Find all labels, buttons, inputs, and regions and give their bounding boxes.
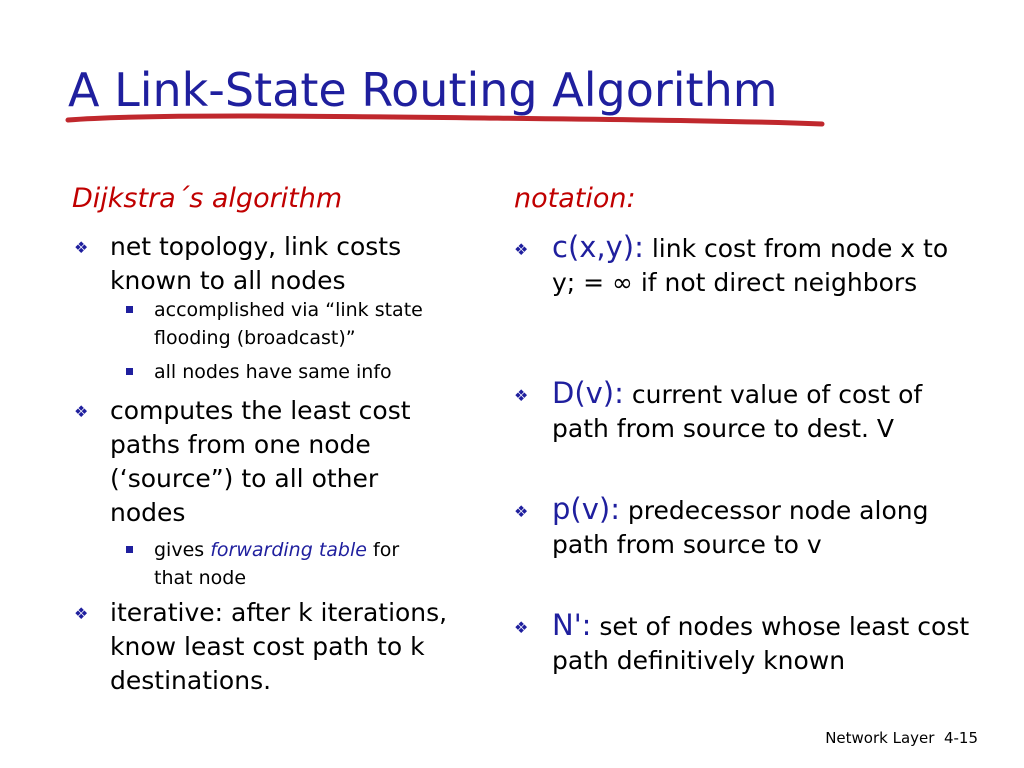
left-subitem-1: accomplished via “link state flooding (broadcast)” <box>74 296 494 358</box>
notation-d: ❖ D(v): current value of cost of path from source to dest. V <box>514 376 923 443</box>
diamond-bullet-icon: ❖ <box>514 502 529 521</box>
left-subitem-3: gives forwarding table for that node <box>74 536 494 596</box>
title-underline <box>64 108 834 132</box>
diamond-bullet-icon: ❖ <box>74 604 89 623</box>
diamond-bullet-icon: ❖ <box>74 238 89 257</box>
diamond-bullet-icon: ❖ <box>514 618 529 637</box>
square-bullet-icon <box>126 368 133 375</box>
left-subitem-2: all nodes have same info <box>74 358 494 394</box>
page-number: 4-15 <box>943 729 978 747</box>
notation-c: ❖ c(x,y): link cost from node x to y; = ∞ if not direct neighbors <box>514 230 949 297</box>
diamond-bullet-icon: ❖ <box>74 402 89 421</box>
slide-footer <box>825 727 978 749</box>
footer-section: Network Layer <box>825 729 935 747</box>
slide-title: A Link-State Routing Algorithm <box>68 63 778 117</box>
left-heading: Dijkstra´s algorithm <box>72 183 343 214</box>
diamond-bullet-icon: ❖ <box>514 386 529 405</box>
square-bullet-icon <box>126 546 133 553</box>
right-column <box>514 230 984 688</box>
left-item-1: ❖ net topology, link costs known to all nodes <box>74 232 402 295</box>
diamond-bullet-icon: ❖ <box>514 240 529 259</box>
left-column <box>74 230 494 700</box>
left-item-3: ❖ iterative: after k iterations, know least cost path to k destinations. <box>74 598 448 695</box>
square-bullet-icon <box>126 306 133 313</box>
forwarding-table-term: forwarding table <box>210 539 367 561</box>
left-item-2: ❖ computes the least cost paths from one node (‘source”) to all other nodes <box>74 396 411 527</box>
notation-n: ❖ N': set of nodes whose least cost path definitively known <box>514 608 970 675</box>
notation-p: ❖ p(v): predecessor node along path from source to v <box>514 492 929 559</box>
right-heading: notation: <box>514 183 636 214</box>
